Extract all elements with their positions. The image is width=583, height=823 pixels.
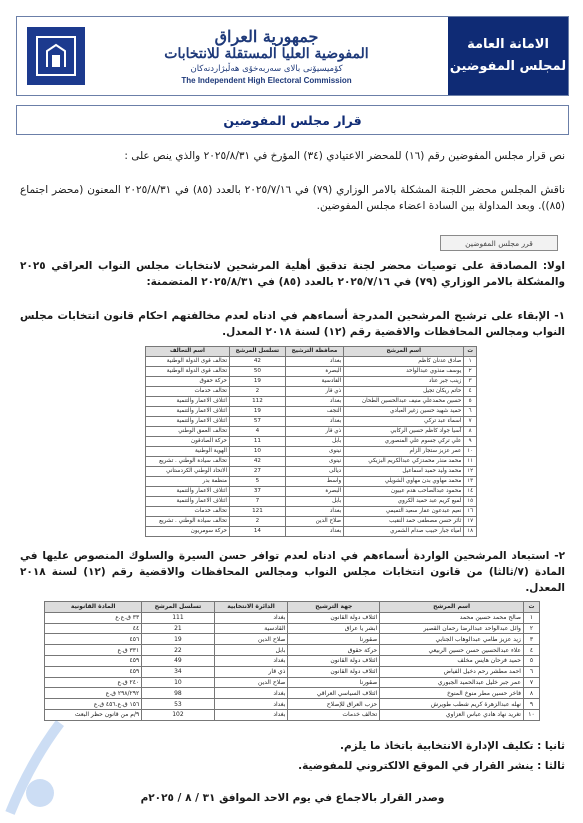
table-cell: بغداد	[214, 709, 288, 720]
table-cell: ذي قار	[285, 387, 343, 397]
table-cell: نينوى	[285, 447, 343, 457]
table-row	[146, 377, 477, 387]
table-row	[146, 457, 477, 467]
table-cell: 37	[230, 487, 286, 497]
table-cell: ٢	[523, 623, 539, 634]
intro-para2: ناقش المجلس محضر اللجنة المشكلة بالامر الوزاري (٧٩) في ٢٠٢٥/٧/١٦ بالعدد (٨٥) في ٢٠٢٥/٨/٣١ المعنون (محضر اجتماع (٨٥)). وبعد المداولة بين السادة اعضاء مجلس المفوضين.	[20, 184, 566, 212]
table-cell: 2	[230, 517, 286, 527]
section1-item1: ١- الإبقاء على ترشيح المرشحين المدرجة أسماءهم في ادناه لعدم مخالفتهم احكام قانون انتخابات مجلس النواب ومجالس المحافظات والاقضية رقم (١٢) لسنة ٢٠١٨ المعدل.	[20, 310, 565, 338]
table-cell: ديالى	[285, 467, 343, 477]
table-cell: 22	[142, 645, 214, 656]
table-cell: ائتلاف السياسي العراقي	[288, 688, 380, 699]
table-cell: ٥	[464, 397, 477, 407]
table-cell: لميع كريم عبد حميد الكروي	[344, 497, 464, 507]
table-cell: القادسية	[285, 377, 343, 387]
table-cell: ١٨	[464, 527, 477, 537]
table-cell: ٢٤٠ ق.ع	[45, 677, 142, 688]
table-cell: ثائر حسن مصطفى حمد النقيب	[344, 517, 464, 527]
table-cell: صلاح الدين	[214, 677, 288, 688]
table-cell: بغداد	[285, 417, 343, 427]
footer-issued: وصدر القرار بالاجماع في يوم الاحد الموافق ٣١ / ٨ / ٢٠٢٥م	[140, 792, 445, 804]
table-row	[45, 666, 540, 677]
table-cell: ١٣	[464, 477, 477, 487]
table-row	[146, 407, 477, 417]
table-row	[45, 709, 540, 720]
table-cell: صادق عدنان كاظم	[344, 357, 464, 367]
table-cell: احمد مطشر رحم دخيل الفياض	[380, 666, 524, 677]
table-cell: بغداد	[214, 612, 288, 623]
table-row	[45, 612, 540, 623]
col-header: اسم المرشح	[380, 602, 524, 613]
table-cell: 21	[142, 623, 214, 634]
table-cell: بابل	[285, 437, 343, 447]
table-cell: 121	[230, 507, 286, 517]
table-cell: عمر عزيز ستجار الزام	[344, 447, 464, 457]
table-cell: ٥	[523, 655, 539, 666]
table-cell: البصرة	[285, 487, 343, 497]
table-cell: تحالف قوى الدولة الوطنية	[146, 367, 230, 377]
table-cell: ٩	[464, 437, 477, 447]
table-row	[146, 387, 477, 397]
table-cell: صقورنا	[288, 634, 380, 645]
table-row	[146, 447, 477, 457]
table-cell: 49	[142, 655, 214, 666]
table-cell: تحالف خدمات	[146, 387, 230, 397]
table-cell: وائل عبدالواحد عبدالرضا رحمان القصير	[380, 623, 524, 634]
table-cell: حاتم ريكان تجيل	[344, 387, 464, 397]
table-cell: نينوى	[285, 457, 343, 467]
table-row	[45, 688, 540, 699]
table-cell: ٣	[523, 634, 539, 645]
table-cell: 10	[230, 447, 286, 457]
table-cell: تغريد نهاد هادي عباس العزاوي	[380, 709, 524, 720]
col-header: اسم المرشح	[344, 347, 464, 357]
table-cell: محمود عبدالصاحب هدم عبيون	[344, 487, 464, 497]
commission-name	[85, 17, 448, 95]
table-cell: علاء عبدالحسين حسن حسين الربيعي	[380, 645, 524, 656]
table-cell: حسين محمدعلي منيف عبدالحسين الطحان	[344, 397, 464, 407]
table-cell: بغداد	[214, 699, 288, 710]
table-row	[146, 417, 477, 427]
table-cell: ٣٣١ ق.ع	[45, 645, 142, 656]
table-cell: ٤	[464, 387, 477, 397]
table-cell: نهله عبدالزهرة كريم شطب طويرش	[380, 699, 524, 710]
table-row	[45, 623, 540, 634]
table-cell: ٨	[523, 688, 539, 699]
table-cell: تحالف العمق الوطني	[146, 427, 230, 437]
table-row	[146, 367, 477, 377]
table-cell: ٩/م من قانون حظر البعث	[45, 709, 142, 720]
table-cell: بغداد	[214, 655, 288, 666]
table-row	[45, 655, 540, 666]
table-cell: عمر جبر خليل عبدالحميد الجبوري	[380, 677, 524, 688]
table-cell: 19	[230, 407, 286, 417]
table-row	[146, 437, 477, 447]
table-cell: تحالف قوى الدولة الوطنية	[146, 357, 230, 367]
col-header: جهة الترشيح	[288, 602, 380, 613]
table-cell: ١٢	[464, 467, 477, 477]
table-cell: فاخر حسين مطر منوخ المنوخ	[380, 688, 524, 699]
letterhead	[16, 16, 569, 96]
table-cell: ائتلاف الاعمار والتنمية	[146, 417, 230, 427]
ihec-logo-icon	[27, 27, 85, 85]
table-row	[146, 487, 477, 497]
table-cell: ١٧	[464, 517, 477, 527]
table-cell: تحالف سيادة الوطني . تشريع	[146, 457, 230, 467]
table-cell: 4	[230, 427, 286, 437]
commission-english: The Independent High Electoral Commission	[181, 76, 352, 85]
table-cell: نعيم عبدعون عفار سعيد التميمي	[344, 507, 464, 517]
table-cell: حميد شهيد حسين زغير العبادي	[344, 407, 464, 417]
decision-title: قرار مجلس المفوضين	[16, 105, 569, 135]
table-cell: ٧	[523, 677, 539, 688]
table-cell: تحالف خدمات	[288, 709, 380, 720]
table-cell: حميد فرحان هايس مخلف	[380, 655, 524, 666]
table-cell: صالح محمد حسين محمد	[380, 612, 524, 623]
table-cell: صقورنا	[288, 677, 380, 688]
col-header: اسم التحالف	[146, 347, 230, 357]
table-cell: تحالف سيادة الوطني . تشريع	[146, 517, 230, 527]
footer-third: ثالثا : ينشر القرار في الموقع الالكتروني للمفوضية.	[298, 760, 565, 772]
table-cell: امياء جبار حبيب صدام الشمري	[344, 527, 464, 537]
table-header-row	[45, 602, 540, 613]
table-cell: ١٥	[464, 497, 477, 507]
table-cell: ائتلاف الاعمار والتنمية	[146, 497, 230, 507]
section1-heading: اولا: المصادقة على توصيات محضر لجنة تدقيق أهلية المرشحين لانتخابات مجلس النواب العراقي ٢٠٢٥ والمشكلة بالامر الوزاري (٧٩) في ٢٠٢٥/٧/١٦ بالعدد (٨٥) في ٢٠٢٥/٨/٣١ المتضمنة:	[20, 260, 565, 288]
table-row	[146, 427, 477, 437]
table-cell: حركة حقوق	[288, 645, 380, 656]
table-cell: بغداد	[285, 507, 343, 517]
commission-kurdish: کۆمیسیۆنی بالای سەربەخۆی هەڵبژاردنەکان	[190, 64, 343, 74]
col-header: تسلسل المرشح	[142, 602, 214, 613]
commission-line1: جمهورية العراق	[214, 27, 319, 46]
table-cell: ٧	[464, 417, 477, 427]
table-cell: ١	[464, 357, 477, 367]
table-cell: ٨	[464, 427, 477, 437]
table-cell: 50	[230, 367, 286, 377]
table-cell: 57	[230, 417, 286, 427]
table-row	[146, 467, 477, 477]
section2-item2: ٢- استبعاد المرشحين الواردة أسماءهم في ادناه لعدم توافر حسن السيرة والسلوك المنصوص عليها في المادة (٧/ثالثا) من قانون انتخابات مجلس النواب ومجالس المحافظات والاقضية رقم (١٢) لسنة ٢٠١٨ المعدل.	[20, 550, 565, 594]
commission-line2: المفوضية العليا المستقلة للانتخابات	[164, 46, 369, 62]
table-cell: بغداد	[285, 527, 343, 537]
table-cell: يوسف منذوي عبدالواحد	[344, 367, 464, 377]
table-cell: 2	[230, 387, 286, 397]
excluded-candidates-table	[44, 601, 540, 721]
table-cell: 7	[230, 497, 286, 507]
table-cell: الهوية الوطنية	[146, 447, 230, 457]
table-cell: محمد منذر محمدزكي عبدالكريم البزيكي	[344, 457, 464, 467]
table-cell: ائتلاف دولة القانون	[288, 612, 380, 623]
table-cell: 53	[142, 699, 214, 710]
secretariat-line2: لمجلس المفوضين	[449, 59, 567, 74]
table-cell: ٢	[464, 367, 477, 377]
col-header: ت	[464, 347, 477, 357]
table-cell: حركة حقوق	[146, 377, 230, 387]
table-cell: زينب جبر عناد	[344, 377, 464, 387]
table-cell: ابشر يا عراق	[288, 623, 380, 634]
table-row	[146, 517, 477, 527]
table-cell: ١	[523, 612, 539, 623]
table-cell: بغداد	[285, 397, 343, 407]
table-row	[146, 397, 477, 407]
table-cell: 19	[142, 634, 214, 645]
table-row	[146, 497, 477, 507]
table-cell: محمد مهاوي بدن مهاوي الشويلي	[344, 477, 464, 487]
col-header: الدائرة الانتخابية	[214, 602, 288, 613]
table-cell: آسيا جواد كاظم حسين الركابي	[344, 427, 464, 437]
table-cell: الاتحاد الوطني الكردستاني	[146, 467, 230, 477]
table-cell: ١٠	[464, 447, 477, 457]
table-cell: 11	[230, 437, 286, 447]
table-cell: ٢٩٨/٢٩٢ ق.ع	[45, 688, 142, 699]
table-cell: صلاح الدين	[285, 517, 343, 527]
table-cell: ١٦	[464, 507, 477, 517]
table-cell: ذي قار	[214, 666, 288, 677]
table-cell: حركة سومريون	[146, 527, 230, 537]
secretariat-block	[448, 17, 568, 95]
table-cell: النجف	[285, 407, 343, 417]
table-cell: واسط	[285, 477, 343, 487]
table-cell: صلاح الدين	[214, 634, 288, 645]
intro-para1: نص قرار مجلس المفوضين رقم (١٦) للمحضر الاعتيادي (٣٤) المؤرخ في ٢٠٢٥/٨/٣١ والذي ينص على :	[124, 150, 565, 162]
retained-candidates-table	[145, 346, 477, 537]
table-cell: 5	[230, 477, 286, 487]
table-cell: علي تركي جسوم علي المنصوري	[344, 437, 464, 447]
table-cell: ٤٥٩	[45, 655, 142, 666]
table-cell: القادسية	[214, 623, 288, 634]
table-cell: 34	[142, 666, 214, 677]
table-cell: ٣	[464, 377, 477, 387]
table-row	[146, 507, 477, 517]
table-cell: ذي قار	[285, 427, 343, 437]
table-cell: 102	[142, 709, 214, 720]
decided-stamp: قرر مجلس المفوضين	[440, 235, 558, 251]
table-cell: ائتلاف دولة القانون	[288, 655, 380, 666]
table-cell: منظمة بدر	[146, 477, 230, 487]
table-cell: 42	[230, 357, 286, 367]
table-cell: 27	[230, 467, 286, 477]
col-header: تسلسل المرشح	[230, 347, 286, 357]
table-cell: 112	[230, 397, 286, 407]
table-cell: ائتلاف دولة القانون	[288, 666, 380, 677]
table-cell: ائتلاف الاعمار والتنمية	[146, 407, 230, 417]
table-cell: بغداد	[285, 357, 343, 367]
table-cell: ٤	[523, 645, 539, 656]
table-cell: تحالف خدمات	[146, 507, 230, 517]
table-row	[146, 357, 477, 367]
table-cell: 42	[230, 457, 286, 467]
table-cell: محمد وليد حميد اسماعيل	[344, 467, 464, 477]
table-cell: البصرة	[285, 367, 343, 377]
table-cell: بابل	[214, 645, 288, 656]
table-cell: 111	[142, 612, 214, 623]
col-header: المادة القانونية	[45, 602, 142, 613]
table-cell: بابل	[285, 497, 343, 507]
table-cell: حركة الصادقون	[146, 437, 230, 447]
table-cell: بغداد	[214, 688, 288, 699]
table-header-row	[146, 347, 477, 357]
table-cell: ١١	[464, 457, 477, 467]
table-row	[45, 634, 540, 645]
table-cell: 19	[230, 377, 286, 387]
table-cell: ائتلاف الاعمار والتنمية	[146, 487, 230, 497]
col-header: محافظة الترشيح	[285, 347, 343, 357]
table-cell: ١٤	[464, 487, 477, 497]
table-row	[45, 699, 540, 710]
table-cell: ١٥٦ ق.ع.٤٥٦ ق.ع	[45, 699, 142, 710]
table-row	[146, 477, 477, 487]
table-cell: زيد عزيز طامي عبدالوهاب الجنابي	[380, 634, 524, 645]
table-row	[45, 677, 540, 688]
table-cell: ٤٤	[45, 623, 142, 634]
table-cell: ٤٥٦	[45, 634, 142, 645]
col-header: ت	[523, 602, 539, 613]
table-cell: 98	[142, 688, 214, 699]
table-row	[45, 645, 540, 656]
footer-second: ثانيا : تكليف الإدارة الانتخابية باتخاذ ما يلزم.	[340, 740, 565, 752]
table-cell: ٩	[523, 699, 539, 710]
table-cell: 14	[230, 527, 286, 537]
table-cell: حزب العراق للإصلاح	[288, 699, 380, 710]
secretariat-line1: الامانة العامة	[467, 37, 549, 52]
table-row	[146, 527, 477, 537]
table-cell: ائتلاف الاعمار والتنمية	[146, 397, 230, 407]
table-cell: ١٠	[523, 709, 539, 720]
table-cell: ٦	[523, 666, 539, 677]
ihec-watermark-icon	[0, 703, 80, 823]
table-cell: ٣٣ ق.ع.ع	[45, 612, 142, 623]
table-cell: ٤٥٩	[45, 666, 142, 677]
table-cell: ٦	[464, 407, 477, 417]
table-cell: 10	[142, 677, 214, 688]
table-cell: اسماء عبد تركي	[344, 417, 464, 427]
